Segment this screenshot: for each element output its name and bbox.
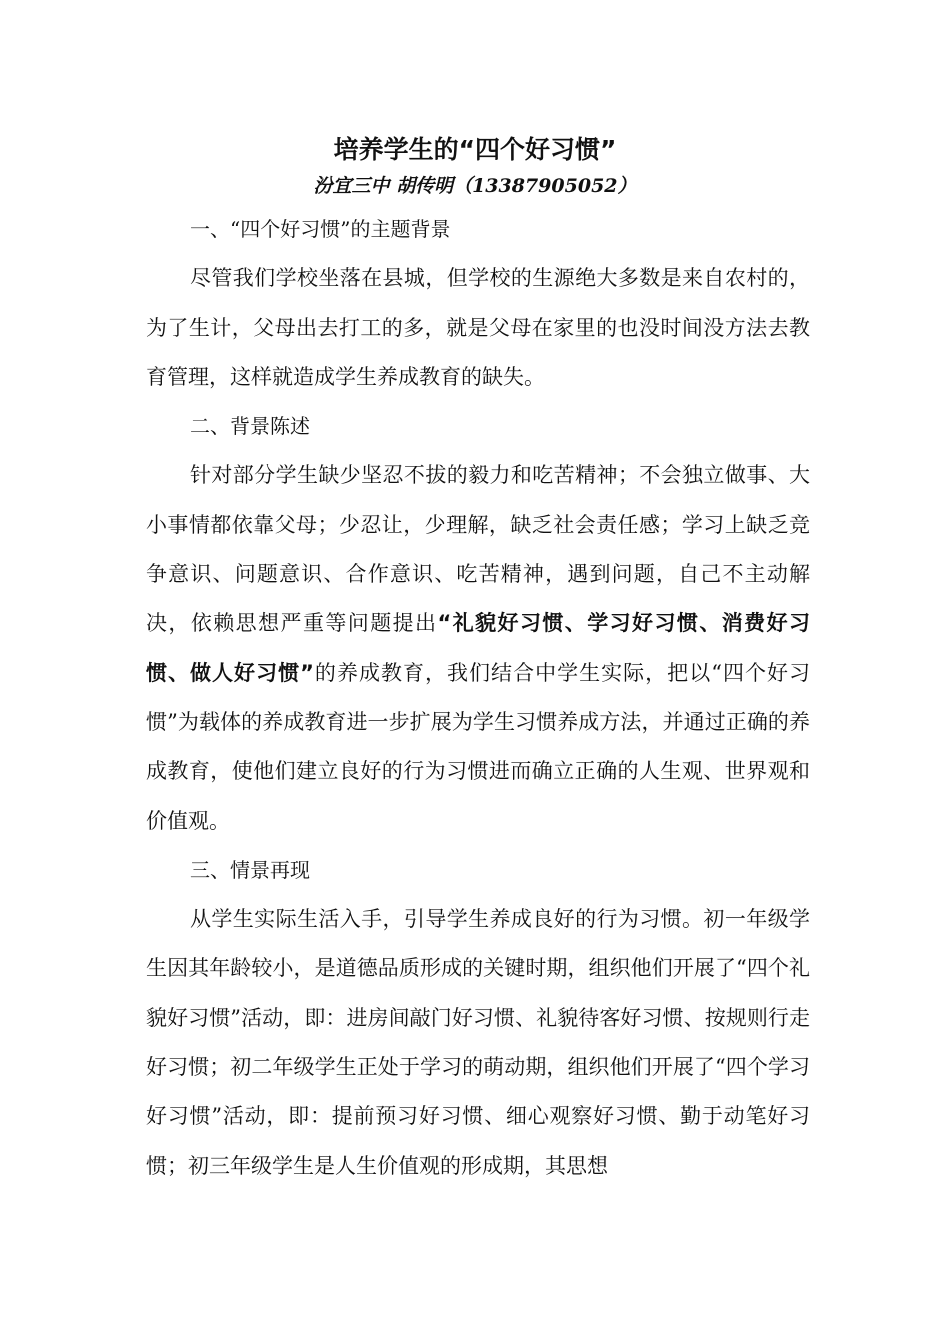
paragraph-2-bold-text: “礼貌好习惯、学习好习惯、消费好习惯、做人好习惯” bbox=[146, 611, 810, 685]
paragraph-2-text-b: 的养成教育，我们结合中学生实际，把以“四个好习惯”为载体的养成教育进一步扩展为学生习惯养成方法，并通过正确的养成教育，使他们建立良好的行为习惯进而确立正确的人生观、世界观和价值观。 bbox=[146, 660, 811, 833]
document-title: 培养学生的“四个好习惯” bbox=[333, 135, 617, 164]
paragraph-2-text-a: 针对部分学生缺少坚忍不拔的毅力和吃苦精神；不会独立做事、大小事情都依靠父母；少忍让，少理解，缺乏社会责任感；学习上缺乏竞争意识、问题意识、合作意识、吃苦精神，遇到问题，自己不主动解决，依赖思想严重等问题提出 bbox=[146, 463, 810, 636]
section-heading-2: 二、背景陈述 bbox=[190, 414, 310, 439]
section-paragraph-3: 从学生实际生活入手，引导学生养成良好的行为习惯。初一年级学生因其年龄较小，是道德品质形成的关键时期，组织他们开展了“四个礼貌好习惯”活动，即：进房间敲门好习惯、礼貌待客好习惯、按规则行走好习惯；初二年级学生正处于学习的萌动期，组织他们开展了“四个学习好习惯”活动，即：提前预习好习惯、细心观察好习惯、勤于动笔好习惯；初三年级学生是人生价值观的形成期，其思想 bbox=[146, 907, 810, 1178]
section-heading-3: 三、情景再现 bbox=[190, 857, 310, 882]
document-body bbox=[146, 205, 810, 1191]
section-paragraph-2 bbox=[146, 451, 810, 845]
section-paragraph-1: 尽管我们学校坐落在县城，但学校的生源绝大多数是来自农村的，为了生计，父母出去打工的多，就是父母在家里的也没时间没方法去教育管理，这样就造成学生养成教育的缺失。 bbox=[146, 266, 810, 389]
author-line: 汾宜三中 胡传明（13387905052） bbox=[313, 175, 637, 197]
section-heading-1: 一、“四个好习惯”的主题背景 bbox=[190, 217, 451, 241]
